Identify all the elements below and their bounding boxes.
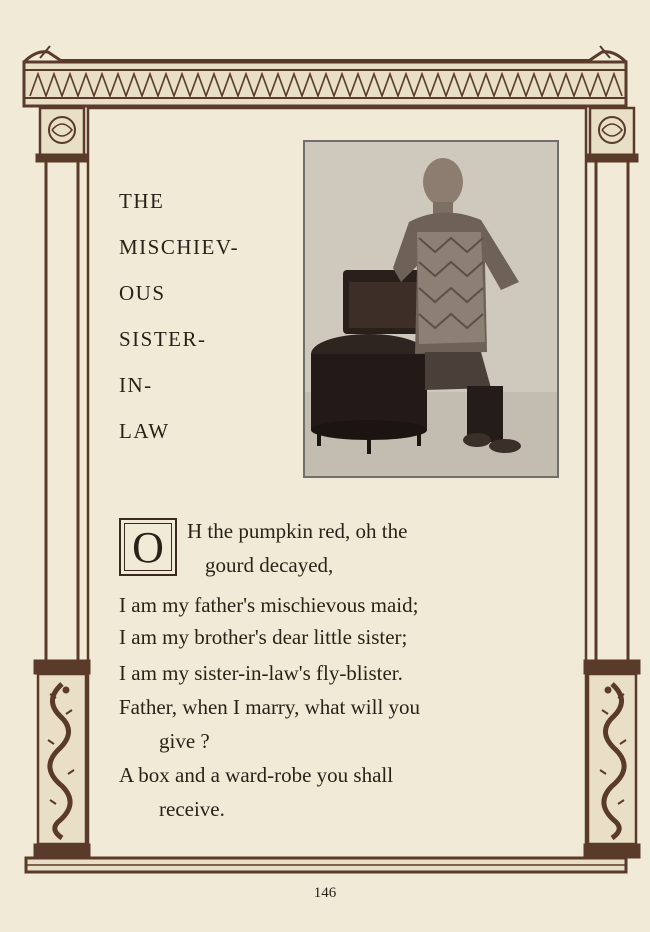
left-dragon-panel bbox=[34, 660, 90, 858]
frame-base bbox=[26, 858, 626, 872]
title-line: OUS bbox=[119, 281, 166, 305]
left-column-shaft bbox=[46, 162, 78, 660]
poem-line: Father, when I marry, what will you bbox=[119, 695, 421, 719]
left-column-capital bbox=[36, 108, 88, 162]
photograph bbox=[303, 140, 559, 478]
roof-frieze bbox=[24, 46, 626, 106]
poem-line: I am my brother's dear little sister; bbox=[119, 625, 408, 649]
poem-line: A box and a ward-robe you shall bbox=[119, 763, 394, 787]
right-column-capital bbox=[586, 108, 638, 162]
poem-line: H the pumpkin red, oh the bbox=[187, 519, 408, 543]
title-line: THE bbox=[119, 189, 165, 213]
right-column-shaft bbox=[596, 162, 628, 660]
page-number: 146 bbox=[313, 885, 337, 901]
drop-cap bbox=[119, 518, 177, 576]
title-line: LAW bbox=[119, 419, 170, 443]
poem-line: receive. bbox=[159, 797, 225, 821]
title-line: IN- bbox=[119, 373, 153, 397]
poem-line: give ? bbox=[159, 729, 210, 753]
poem-line: I am my father's mischievous maid; bbox=[119, 593, 419, 617]
right-dragon-panel bbox=[584, 660, 640, 858]
title-line: MISCHIEV- bbox=[119, 235, 240, 259]
child-with-chair-photo bbox=[305, 142, 557, 476]
title-line: SISTER- bbox=[119, 327, 207, 351]
poem-line: I am my sister-in-law's fly-blister. bbox=[119, 661, 403, 685]
chapter-title bbox=[119, 178, 289, 454]
drop-cap-letter: O bbox=[124, 523, 172, 571]
poem-line: gourd decayed, bbox=[205, 553, 334, 577]
